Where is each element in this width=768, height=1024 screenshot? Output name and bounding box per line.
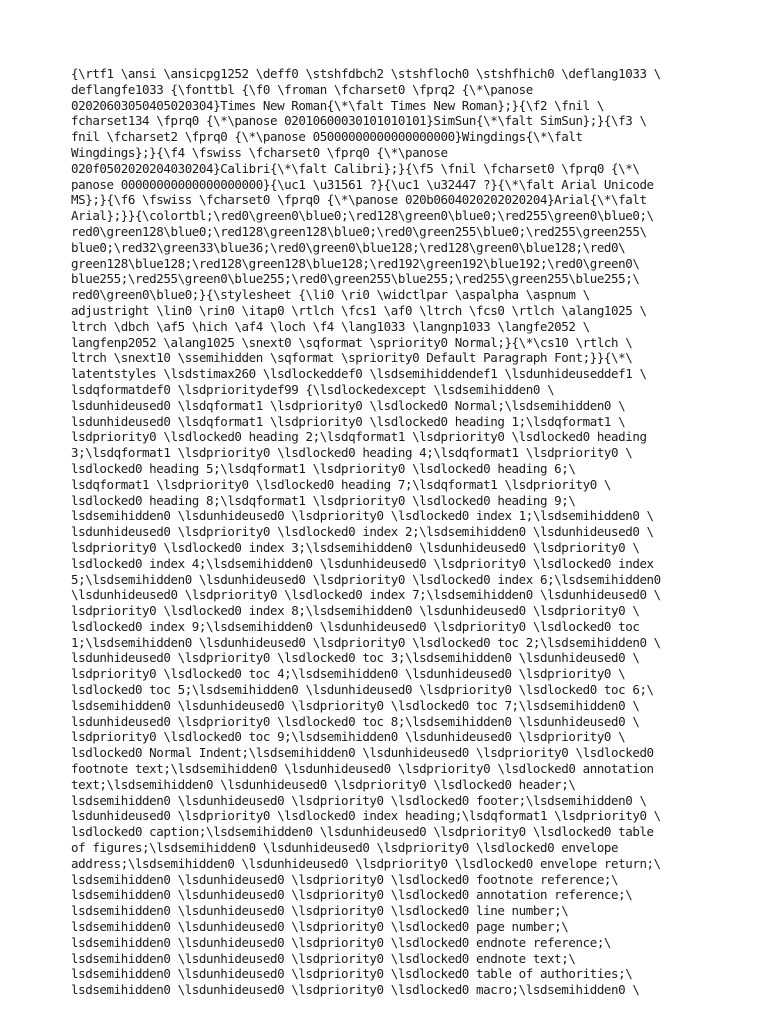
text-line: lsdlocked0 index 9;\lsdsemihidden0 \lsdunhideused0 \lsdpriority0 \lsdlocked0 toc (71, 618, 640, 634)
text-line: lsdpriority0 \lsdlocked0 toc 9;\lsdsemihidden0 \lsdunhideused0 \lsdpriority0 \ (71, 729, 626, 745)
text-line: lsdlocked0 Normal Indent;\lsdsemihidden0 \lsdunhideused0 \lsdpriority0 \lsdlocked0 (71, 745, 654, 761)
text-line: 5;\lsdsemihidden0 \lsdunhideused0 \lsdpriority0 \lsdlocked0 index 6;\lsdsemihidden0 (71, 571, 661, 587)
text-line: lsdsemihidden0 \lsdunhideused0 \lsdpriority0 \lsdlocked0 toc 7;\lsdsemihidden0 \ (71, 697, 640, 713)
text-line: lsdsemihidden0 \lsdunhideused0 \lsdpriority0 \lsdlocked0 footer;\lsdsemihidden0 \ (71, 792, 647, 808)
text-line: 02020603050405020304}Times New Roman{\*\falt Times New Roman};}{\f2 \fnil \ (71, 97, 604, 113)
text-line: blue255;\red255\green0\blue255;\red0\green255\blue255;\red255\green255\blue255;\ (71, 271, 640, 287)
text-line: lsdunhideused0 \lsdpriority0 \lsdlocked0 index 2;\lsdsemihidden0 \lsdunhideused0 \ (71, 524, 654, 540)
text-line: blue0;\red32\green33\blue36;\red0\green0\blue128;\red128\green0\blue128;\red0\ (71, 239, 626, 255)
text-line: lsdlocked0 index 4;\lsdsemihidden0 \lsdunhideused0 \lsdpriority0 \lsdlocked0 index (71, 555, 654, 571)
text-line: lsdpriority0 \lsdlocked0 index 3;\lsdsemihidden0 \lsdunhideused0 \lsdpriority0 \ (71, 539, 640, 555)
text-line: adjustright \lin0 \rin0 \itap0 \rtlch \fcs1 \af0 \ltrch \fcs0 \rtlch \alang1025 \ (71, 302, 647, 318)
text-line: Arial};}}{\colortbl;\red0\green0\blue0;\red128\green0\blue0;\red255\green0\blue0;\ (71, 208, 654, 224)
text-line: Wingdings};}{\f4 \fswiss \fcharset0 \fprq0 {\*\panose (71, 144, 448, 160)
text-line: footnote text;\lsdsemihidden0 \lsdunhideused0 \lsdpriority0 \lsdlocked0 annotation (71, 761, 654, 777)
text-line: 1;\lsdsemihidden0 \lsdunhideused0 \lsdpriority0 \lsdlocked0 toc 2;\lsdsemihidden0 \ (71, 634, 661, 650)
text-line: lsdunhideused0 \lsdqformat1 \lsdpriority0 \lsdlocked0 heading 1;\lsdqformat1 \ (71, 413, 626, 429)
rtf-source-text (71, 66, 711, 998)
text-line: lsdpriority0 \lsdlocked0 toc 4;\lsdsemihidden0 \lsdunhideused0 \lsdpriority0 \ (71, 666, 626, 682)
text-line: latentstyles \lsdstimax260 \lsdlockeddef0 \lsdsemihiddendef1 \lsdunhideuseddef1 \ (71, 366, 647, 382)
text-line: panose 00000000000000000000}{\uc1 \u31561 ?}{\uc1 \u32447 ?}{\*\falt Arial Unicode (71, 176, 654, 192)
text-line: 020f0502020204030204}Calibri{\*\falt Calibri};}{\f5 \fnil \fcharset0 \fprq0 {\*\ (71, 160, 640, 176)
text-line: lsdsemihidden0 \lsdunhideused0 \lsdpriority0 \lsdlocked0 line number;\ (71, 903, 569, 919)
text-line: 3;\lsdqformat1 \lsdpriority0 \lsdlocked0 heading 4;\lsdqformat1 \lsdpriority0 \ (71, 445, 633, 461)
text-line: fnil \fcharset2 \fprq0 {\*\panose 05000000000000000000}Wingdings{\*\falt (71, 129, 583, 145)
text-line: lsdsemihidden0 \lsdunhideused0 \lsdpriority0 \lsdlocked0 endnote text;\ (71, 950, 576, 966)
text-line: lsdunhideused0 \lsdpriority0 \lsdlocked0 index heading;\lsdqformat1 \lsdpriority0 \ (71, 808, 661, 824)
text-line: lsdlocked0 heading 5;\lsdqformat1 \lsdpriority0 \lsdlocked0 heading 6;\ (71, 460, 576, 476)
text-line: lsdlocked0 toc 5;\lsdsemihidden0 \lsdunhideused0 \lsdpriority0 \lsdlocked0 toc 6;\ (71, 682, 654, 698)
text-line: green128\blue128;\red128\green128\blue128;\red192\green192\blue192;\red0\green0\ (71, 255, 640, 271)
text-line: lsdpriority0 \lsdlocked0 index 8;\lsdsemihidden0 \lsdunhideused0 \lsdpriority0 \ (71, 603, 640, 619)
text-line: lsdqformatdef0 \lsdprioritydef99 {\lsdlockedexcept \lsdsemihidden0 \ (71, 381, 555, 397)
text-line: lsdqformat1 \lsdpriority0 \lsdlocked0 heading 7;\lsdqformat1 \lsdpriority0 \ (71, 476, 612, 492)
text-line: lsdlocked0 caption;\lsdsemihidden0 \lsdunhideused0 \lsdpriority0 \lsdlocked0 table (71, 824, 654, 840)
text-line: lsdunhideused0 \lsdqformat1 \lsdpriority0 \lsdlocked0 Normal;\lsdsemihidden0 \ (71, 397, 626, 413)
text-line: lsdsemihidden0 \lsdunhideused0 \lsdpriority0 \lsdlocked0 table of authorities;\ (71, 966, 633, 982)
text-line: ltrch \dbch \af5 \hich \af4 \loch \f4 \lang1033 \langnp1033 \langfe2052 \ (71, 318, 590, 334)
text-line: red0\green0\blue0;}{\stylesheet {\li0 \ri0 \widctlpar \aspalpha \aspnum \ (71, 287, 590, 303)
text-line: \lsdunhideused0 \lsdpriority0 \lsdlocked0 index 7;\lsdsemihidden0 \lsdunhideused0 \ (71, 587, 661, 603)
text-line: lsdlocked0 heading 8;\lsdqformat1 \lsdpriority0 \lsdlocked0 heading 9;\ (71, 492, 576, 508)
text-line: {\rtf1 \ansi \ansicpg1252 \deff0 \stshfdbch2 \stshfloch0 \stshfhich0 \deflang1033 \ (71, 66, 661, 81)
text-line: red0\green128\blue0;\red128\green128\blue0;\red0\green255\blue0;\red255\green255\ (71, 223, 647, 239)
text-line: lsdsemihidden0 \lsdunhideused0 \lsdpriority0 \lsdlocked0 index 1;\lsdsemihidden0 \ (71, 508, 654, 524)
text-line: lsdsemihidden0 \lsdunhideused0 \lsdpriority0 \lsdlocked0 macro;\lsdsemihidden0 \ (71, 982, 640, 998)
text-line: ltrch \snext10 \ssemihidden \sqformat \spriority0 Default Paragraph Font;}}{\*\ (71, 350, 633, 366)
text-line: langfenp2052 \alang1025 \snext0 \sqformat \spriority0 Normal;}{\*\cs10 \rtlch \ (71, 334, 633, 350)
text-line: lsdsemihidden0 \lsdunhideused0 \lsdpriority0 \lsdlocked0 annotation reference;\ (71, 887, 633, 903)
text-line: text;\lsdsemihidden0 \lsdunhideused0 \lsdpriority0 \lsdlocked0 header;\ (71, 776, 576, 792)
text-line: fcharset134 \fprq0 {\*\panose 02010600030101010101}SimSun{\*\falt SimSun};}{\f3 \ (71, 113, 647, 129)
text-line: MS};}{\f6 \fswiss \fcharset0 \fprq0 {\*\panose 020b0604020202020204}Arial{\*\falt (71, 192, 647, 208)
text-line: lsdsemihidden0 \lsdunhideused0 \lsdpriority0 \lsdlocked0 page number;\ (71, 919, 569, 935)
text-line: lsdunhideused0 \lsdpriority0 \lsdlocked0 toc 8;\lsdsemihidden0 \lsdunhideused0 \ (71, 713, 640, 729)
text-line: address;\lsdsemihidden0 \lsdunhideused0 \lsdpriority0 \lsdlocked0 envelope return;\ (71, 855, 661, 871)
text-line: lsdunhideused0 \lsdpriority0 \lsdlocked0 toc 3;\lsdsemihidden0 \lsdunhideused0 \ (71, 650, 640, 666)
text-line: lsdsemihidden0 \lsdunhideused0 \lsdpriority0 \lsdlocked0 endnote reference;\ (71, 934, 612, 950)
text-line: lsdsemihidden0 \lsdunhideused0 \lsdpriority0 \lsdlocked0 footnote reference;\ (71, 871, 619, 887)
text-line: of figures;\lsdsemihidden0 \lsdunhideused0 \lsdpriority0 \lsdlocked0 envelope (71, 840, 619, 856)
text-line: deflangfe1033 {\fonttbl {\f0 \froman \fcharset0 \fprq2 {\*\panose (71, 81, 533, 97)
text-line: lsdpriority0 \lsdlocked0 heading 2;\lsdqformat1 \lsdpriority0 \lsdlocked0 heading (71, 429, 647, 445)
